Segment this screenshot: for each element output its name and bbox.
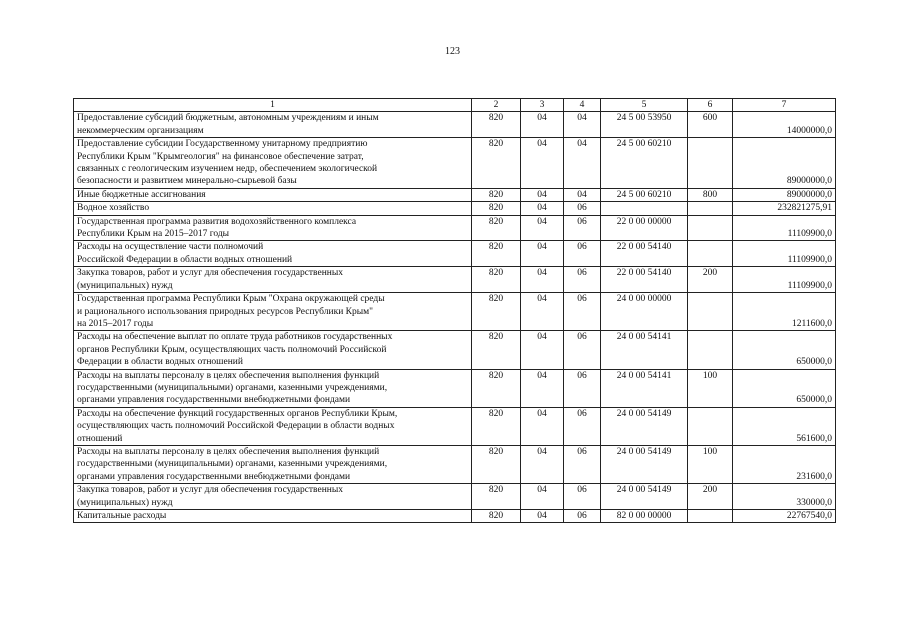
department-code-cell: 820 (472, 445, 521, 483)
expense-type-code-cell (688, 202, 733, 215)
target-item-code-cell: 24 5 00 53950 (601, 112, 688, 138)
table-row (74, 241, 836, 267)
page-number: 123 (445, 46, 460, 57)
amount-cell: 11109900,0 (733, 267, 836, 293)
column-number: 2 (472, 99, 521, 112)
target-item-code-cell: 22 0 00 54140 (601, 241, 688, 267)
target-item-code-cell: 24 0 00 54141 (601, 369, 688, 407)
column-number: 7 (733, 99, 836, 112)
expense-type-code-cell (688, 293, 733, 331)
section-code-cell: 04 (521, 484, 564, 510)
subsection-code-cell: 06 (564, 407, 601, 445)
table-row (74, 215, 836, 241)
expense-name-cell: Иные бюджетные ассигнования (74, 188, 472, 201)
table-row (74, 138, 836, 189)
subsection-code-cell: 04 (564, 138, 601, 189)
section-code-cell: 04 (521, 112, 564, 138)
subsection-code-cell: 06 (564, 241, 601, 267)
target-item-code-cell: 24 0 00 00000 (601, 293, 688, 331)
target-item-code-cell (601, 202, 688, 215)
expense-name-cell: Предоставление субсидий бюджетным, автономным учреждениям и иным некоммерческим организациям (74, 112, 472, 138)
expense-name-cell: Закупка товаров, работ и услуг для обеспечения государственных (муниципальных) нужд (74, 484, 472, 510)
amount-cell: 650000,0 (733, 369, 836, 407)
target-item-code-cell: 24 0 00 54149 (601, 445, 688, 483)
amount-cell: 22767540,0 (733, 510, 836, 523)
department-code-cell: 820 (472, 112, 521, 138)
expense-type-code-cell (688, 331, 733, 369)
expense-type-code-cell (688, 215, 733, 241)
subsection-code-cell: 06 (564, 293, 601, 331)
column-number: 5 (601, 99, 688, 112)
column-number: 3 (521, 99, 564, 112)
column-number: 6 (688, 99, 733, 112)
table-row (74, 445, 836, 483)
amount-cell: 11109900,0 (733, 215, 836, 241)
section-code-cell: 04 (521, 202, 564, 215)
target-item-code-cell: 24 0 00 54141 (601, 331, 688, 369)
expense-type-code-cell (688, 510, 733, 523)
subsection-code-cell: 06 (564, 267, 601, 293)
section-code-cell: 04 (521, 445, 564, 483)
target-item-code-cell: 24 5 00 60210 (601, 138, 688, 189)
department-code-cell: 820 (472, 202, 521, 215)
section-code-cell: 04 (521, 510, 564, 523)
expense-type-code-cell (688, 241, 733, 267)
target-item-code-cell: 22 0 00 54140 (601, 267, 688, 293)
department-code-cell: 820 (472, 407, 521, 445)
target-item-code-cell: 24 5 00 60210 (601, 188, 688, 201)
department-code-cell: 820 (472, 215, 521, 241)
amount-cell: 330000,0 (733, 484, 836, 510)
expense-name-cell: Предоставление субсидии Государственному унитарному предприятию Республики Крым "Крымгеология" на финансовое обеспечение затрат, связанных с геологическим изучением недр, обеспечением экологической безопасности и развитием минерально-сырьевой базы (74, 138, 472, 189)
department-code-cell: 820 (472, 293, 521, 331)
subsection-code-cell: 06 (564, 215, 601, 241)
subsection-code-cell: 06 (564, 445, 601, 483)
section-code-cell: 04 (521, 407, 564, 445)
department-code-cell: 820 (472, 369, 521, 407)
expense-type-code-cell: 200 (688, 267, 733, 293)
table-row (74, 510, 836, 523)
table-row (74, 202, 836, 215)
target-item-code-cell: 24 0 00 54149 (601, 484, 688, 510)
expense-name-cell: Расходы на выплаты персоналу в целях обеспечения выполнения функций государственными (муниципальными) органами, казенными учреждениями, органами управления государственными внебюджетными фондами (74, 369, 472, 407)
column-number: 1 (74, 99, 472, 112)
amount-cell: 232821275,91 (733, 202, 836, 215)
section-code-cell: 04 (521, 331, 564, 369)
subsection-code-cell: 06 (564, 510, 601, 523)
expense-type-code-cell: 600 (688, 112, 733, 138)
target-item-code-cell: 82 0 00 00000 (601, 510, 688, 523)
department-code-cell: 820 (472, 138, 521, 189)
table-row (74, 188, 836, 201)
section-code-cell: 04 (521, 369, 564, 407)
section-code-cell: 04 (521, 138, 564, 189)
table-row (74, 407, 836, 445)
subsection-code-cell: 06 (564, 484, 601, 510)
amount-cell: 14000000,0 (733, 112, 836, 138)
table-row (74, 484, 836, 510)
amount-cell: 561600,0 (733, 407, 836, 445)
target-item-code-cell: 22 0 00 00000 (601, 215, 688, 241)
section-code-cell: 04 (521, 215, 564, 241)
subsection-code-cell: 04 (564, 112, 601, 138)
expense-name-cell: Капитальные расходы (74, 510, 472, 523)
amount-cell: 231600,0 (733, 445, 836, 483)
expense-name-cell: Государственная программа развития водохозяйственного комплекса Республики Крым на 2015–2017 годы (74, 215, 472, 241)
amount-cell: 89000000,0 (733, 188, 836, 201)
expense-name-cell: Водное хозяйство (74, 202, 472, 215)
expense-type-code-cell: 200 (688, 484, 733, 510)
section-code-cell: 04 (521, 188, 564, 201)
table-row (74, 112, 836, 138)
table-body (74, 99, 836, 523)
section-code-cell: 04 (521, 293, 564, 331)
amount-cell: 650000,0 (733, 331, 836, 369)
table-row (74, 293, 836, 331)
expense-type-code-cell (688, 407, 733, 445)
section-code-cell: 04 (521, 267, 564, 293)
amount-cell: 11109900,0 (733, 241, 836, 267)
subsection-code-cell: 06 (564, 369, 601, 407)
table-row (74, 267, 836, 293)
expense-type-code-cell (688, 138, 733, 189)
expense-name-cell: Расходы на осуществление части полномочий Российской Федерации в области водных отношений (74, 241, 472, 267)
column-number-row (74, 99, 836, 112)
section-code-cell: 04 (521, 241, 564, 267)
table-row (74, 369, 836, 407)
amount-cell: 1211600,0 (733, 293, 836, 331)
subsection-code-cell: 06 (564, 331, 601, 369)
target-item-code-cell: 24 0 00 54149 (601, 407, 688, 445)
expense-name-cell: Расходы на обеспечение функций государственных органов Республики Крым, осуществляющих часть полномочий Российской Федерации в области водных отношений (74, 407, 472, 445)
subsection-code-cell: 04 (564, 188, 601, 201)
expense-name-cell: Расходы на выплаты персоналу в целях обеспечения выполнения функций государственными (муниципальными) органами, казенными учреждениями, органами управления государственными внебюджетными фондами (74, 445, 472, 483)
expense-name-cell: Государственная программа Республики Крым "Охрана окружающей среды и рационального использования природных ресурсов Республики Крым" на 2015–2017 годы (74, 293, 472, 331)
amount-cell: 89000000,0 (733, 138, 836, 189)
column-number: 4 (564, 99, 601, 112)
expense-type-code-cell: 800 (688, 188, 733, 201)
department-code-cell: 820 (472, 331, 521, 369)
expense-name-cell: Расходы на обеспечение выплат по оплате труда работников государственных органов Республики Крым, осуществляющих часть полномочий Российской Федерации в области водных отношений (74, 331, 472, 369)
department-code-cell: 820 (472, 510, 521, 523)
expense-name-cell: Закупка товаров, работ и услуг для обеспечения государственных (муниципальных) нужд (74, 267, 472, 293)
subsection-code-cell: 06 (564, 202, 601, 215)
department-code-cell: 820 (472, 188, 521, 201)
department-code-cell: 820 (472, 267, 521, 293)
budget-table (73, 98, 836, 523)
expense-type-code-cell: 100 (688, 369, 733, 407)
department-code-cell: 820 (472, 484, 521, 510)
department-code-cell: 820 (472, 241, 521, 267)
expense-type-code-cell: 100 (688, 445, 733, 483)
table-row (74, 331, 836, 369)
